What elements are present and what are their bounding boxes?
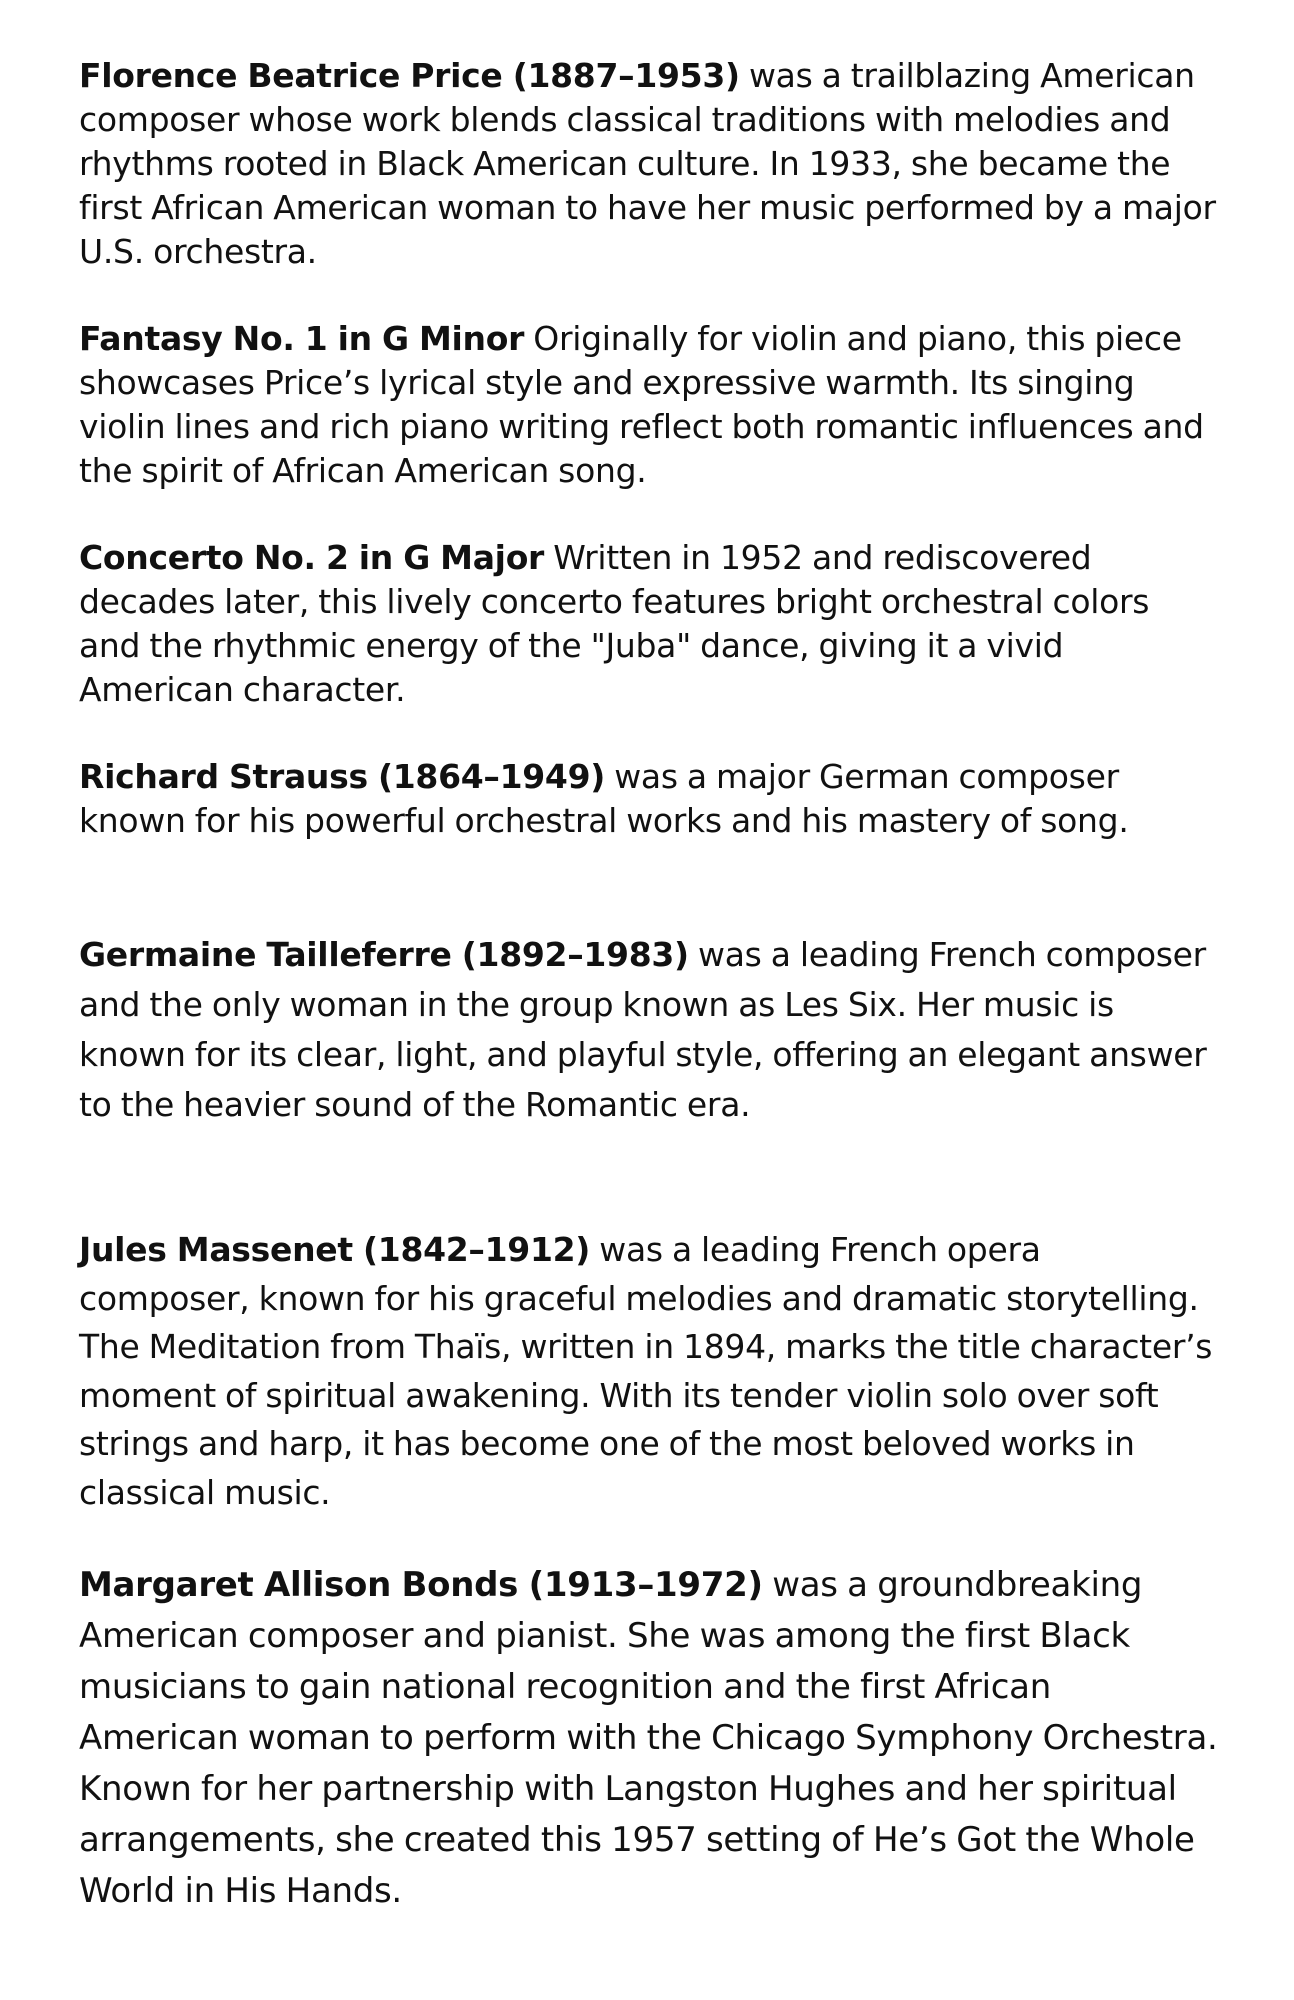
paragraph-body: was a major German composer known for his powerful orchestral works and his mastery of song. — [79, 757, 1129, 840]
paragraph-richard-strauss — [79, 755, 1219, 843]
paragraph-jules-massenet — [79, 1226, 1219, 1517]
paragraph-florence-price — [79, 54, 1219, 274]
paragraph-body: was a leading French composer and the only woman in the group known as Les Six. Her music is known for its clear, light, and playful style, offering an elegant answer to the heavier sound of the Romantic era. — [79, 935, 1207, 1124]
paragraph-body: was a trailblazing American composer whose work blends classical traditions with melodies and rhythms rooted in Black American culture. In 1933, she became the first African American woman to have her music performed by a major U.S. orchestra. — [79, 56, 1216, 271]
paragraph-margaret-bonds — [79, 1560, 1219, 1917]
paragraph-body: was a groundbreaking American composer and pianist. She was among the first Black musicians to gain national recognition and the first African American woman to perform with the Chicago Symphony Orchestra. Known for her partnership with Langston Hughes and her spiritual arrangements, she created this 1957 setting of He’s Got the Whole World in His Hands. — [79, 1565, 1218, 1911]
paragraph-body: Originally for violin and piano, this piece showcases Price’s lyrical style and expressive warmth. Its singing violin lines and rich piano writing reflect both romantic influences and the spirit of African American song. — [79, 319, 1204, 490]
paragraph-heading: Fantasy No. 1 in G Minor — [79, 319, 525, 358]
paragraph-germaine-tailleferre — [79, 930, 1219, 1130]
paragraph-heading: Jules Massenet (1842–1912) — [79, 1230, 591, 1269]
paragraph-concerto-no-2 — [79, 536, 1219, 712]
paragraph-heading: Florence Beatrice Price (1887–1953) — [79, 56, 740, 95]
paragraph-heading: Concerto No. 2 in G Major — [79, 538, 545, 577]
paragraph-body: was a leading French opera composer, known for his graceful melodies and dramatic storytelling. The Meditation from Thaïs, written in 1894, marks the title character’s moment of spiritual awakening. With its tender violin solo over soft strings and harp, it has become one of the most beloved works in classical music. — [79, 1230, 1213, 1512]
paragraph-heading: Germaine Tailleferre (1892–1983) — [79, 935, 689, 974]
paragraph-body: Written in 1952 and rediscovered decades later, this lively concerto features bright orchestral colors and the rhythmic energy of the "Juba" dance, giving it a vivid American character. — [79, 538, 1150, 709]
paragraph-fantasy-no-1 — [79, 317, 1219, 493]
paragraph-heading: Richard Strauss (1864–1949) — [79, 757, 606, 796]
paragraph-heading: Margaret Allison Bonds (1913–1972) — [79, 1565, 763, 1605]
